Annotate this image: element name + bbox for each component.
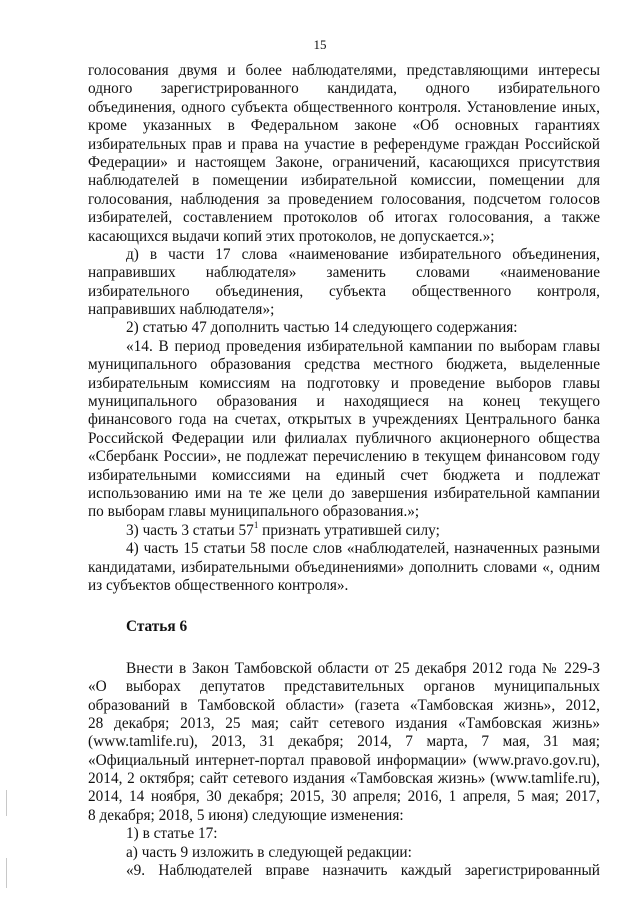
text-line: (www.tamlife.ru), 2013, 31 декабря; 2014, 7 марта, 7 мая, 31 мая; (88, 733, 600, 751)
text-line: по выборам главы муниципального образования.»; (88, 503, 420, 521)
text-line: одного зарегистрированного кандидата, одного избирательного (88, 80, 600, 98)
text-line: 2014, 2 октября; сайт сетевого издания «Тамбовская жизнь» (www.tamlife.ru), (88, 770, 600, 788)
text-line: наблюдателей в помещении избирательной комиссии, помещении для (88, 172, 600, 190)
text-line: 2014, 14 ноября, 30 декабря; 2015, 30 апреля; 2016, 1 апреля, 5 мая; 2017, (88, 788, 600, 806)
text-line: из субъектов общественного контроля». (88, 576, 349, 594)
text-fragment: признать утратившей силу; (258, 521, 440, 539)
text-line: «О выборах депутатов представительных органов муниципальных (88, 678, 600, 696)
document-body (88, 62, 600, 880)
text-line: кроме указанных в Федеральном законе «Об основных гарантиях (88, 117, 600, 135)
scan-margin-mark (6, 858, 7, 888)
text-line: избирательным комиссиям на подготовку и проведение выборов главы (88, 374, 600, 392)
text-line: направивших наблюдателя»; (88, 301, 275, 319)
text-line: 1) в статье 17: (126, 825, 218, 843)
text-line: кандидатами, избирательными объединениями» дополнить словами «, одним (88, 558, 600, 576)
text-line: Федерации» и настоящем Законе, ограничений, касающихся присутствия (88, 153, 600, 171)
page-number: 15 (313, 37, 327, 52)
text-line: образований в Тамбовской области» (газета «Тамбовская жизнь», 2012, (88, 696, 600, 714)
text-line: избирательных прав и права на участие в референдуме граждан Российской (88, 135, 600, 153)
text-line: направивших наблюдателя» заменить словами «наименование (88, 264, 600, 282)
text-line: голосования двумя и более наблюдателями, представляющими интересы (88, 62, 600, 79)
text-line: избирательного объединения, субъекта общественного контроля, (88, 282, 600, 300)
scan-margin-mark (6, 790, 7, 816)
article-heading: Статья 6 (126, 618, 188, 636)
text-line: объединения, одного субъекта общественного контроля. Установление иных, (88, 98, 600, 116)
text-line: 8 декабря; 2018, 5 июня) следующие изменения: (88, 806, 404, 824)
text-line: «Официальный интернет-портал правовой информации» (www.pravo.gov.ru), (88, 751, 600, 769)
text-line: избирателей, составлением протоколов об итогах голосования, а также (88, 209, 600, 227)
superscript: 1 (253, 519, 259, 530)
text-line: использованию ими на те же цели до завершения избирательной кампании (88, 484, 600, 502)
text-line: «14. В период проведения избирательной кампании по выборам главы (126, 337, 600, 355)
text-line: финансового года на счетах, открытых в учреждениях Центрального банка (88, 411, 600, 429)
text-line: избирательными комиссиями на единый счет бюджета и подлежат (88, 466, 600, 484)
text-line: голосования, наблюдения за проведением голосования, подсчетом голосов (88, 190, 600, 208)
text-line: касающихся выдачи копий этих протоколов, не допускается.»; (88, 227, 495, 245)
text-line: 3) часть 3 статьи $57^1$ признать утратившей силу; (126, 519, 440, 539)
paragraph-gap (88, 595, 600, 618)
text-line: 2) статью 47 дополнить частью 14 следующего содержания: (126, 319, 518, 337)
text-line: Российской Федерации или филиалах публичного акционерного общества (88, 429, 600, 447)
text-line: 28 декабря; 2013, 25 мая; сайт сетевого издания «Тамбовская жизнь» (88, 714, 600, 732)
text-line: муниципального образования и находящиеся на конец текущего (88, 393, 600, 411)
text-line: муниципального образования средства местного бюджета, выделенные (88, 356, 600, 374)
text-line: «Сбербанк России», не подлежат перечислению в текущем финансовом году (88, 448, 600, 466)
text-line: а) часть 9 изложить в следующей редакции: (126, 843, 412, 861)
paragraph-gap (88, 637, 600, 660)
text-line: 4) часть 15 статьи 58 после слов «наблюдателей, назначенных разными (126, 540, 600, 558)
text-line: Внести в Закон Тамбовской области от 25 декабря 2012 года № 229-З (126, 659, 600, 677)
text-line: «9. Наблюдателей вправе назначить каждый зарегистрированный (126, 862, 600, 880)
text-line: д) в части 17 слова «наименование избирательного объединения, (126, 245, 600, 263)
